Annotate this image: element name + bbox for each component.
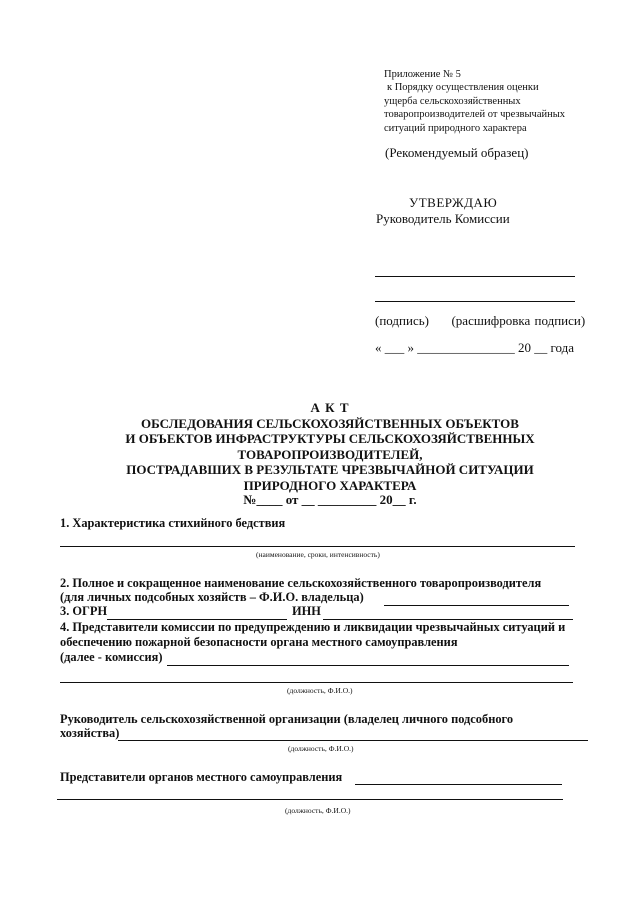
act-title	[60, 400, 600, 493]
section-1-label: 1. Характеристика стихийного бедствия	[60, 516, 286, 530]
act-number-date: №____ от __ _________ 20__ г.	[243, 492, 417, 507]
section-4-line: обеспечению пожарной безопасности органа местного самоуправления	[60, 635, 458, 649]
section-2-line: (для личных подсобных хозяйств – Ф.И.О. владельца)	[60, 590, 364, 604]
ogrn-label: 3. ОГРН	[60, 604, 108, 618]
fill-line	[118, 740, 588, 741]
head-line: хозяйства)	[60, 726, 120, 740]
fill-line	[60, 546, 575, 547]
appendix-line: товаропроизводителей от чрезвычайных	[384, 109, 566, 121]
act-title-line: ПРИРОДНОГО ХАРАКТЕРА	[243, 477, 417, 493]
signature-line	[375, 276, 575, 277]
fill-line	[355, 784, 562, 785]
section-4-line: (далее - комиссия)	[60, 650, 163, 664]
approval-subtitle: Руководитель Комиссии	[376, 211, 510, 226]
act-title-line: И ОБЪЕКТОВ ИНФРАСТРУКТУРЫ СЕЛЬСКОХОЗЯЙСТВЕННЫХ	[125, 431, 535, 446]
signature-line	[375, 301, 575, 302]
section-2-line: 2. Полное и сокращенное наименование сельскохозяйственного товаропроизводителя	[60, 576, 542, 590]
fill-line	[167, 665, 569, 666]
local-representatives-label: Представители органов местного самоуправления	[60, 770, 343, 784]
approval-date: « ___ » _______________ 20 __ года	[375, 340, 575, 355]
fill-line	[57, 799, 563, 800]
act-title-line: ТОВАРОПРОИЗВОДИТЕЛЕЙ,	[237, 446, 423, 462]
appendix-line: ущерба сельскохозяйственных	[384, 95, 521, 107]
head-line: Руководитель сельскохозяйственной организации (владелец личного подсобного	[60, 712, 514, 726]
section-1-hint: (наименование, сроки, интенсивность)	[256, 550, 380, 559]
signature-labels	[375, 313, 585, 329]
act-title-line: ПОСТРАДАВШИХ В РЕЗУЛЬТАТЕ ЧРЕЗВЫЧАЙНОЙ СИТУАЦИИ	[126, 462, 534, 477]
inn-label: ИНН	[292, 604, 321, 618]
act-title-line: ОБСЛЕДОВАНИЯ СЕЛЬСКОХОЗЯЙСТВЕННЫХ ОБЪЕКТОВ	[141, 415, 519, 431]
approval-title: УТВЕРЖДАЮ	[409, 195, 498, 210]
recommended-sample-note: (Рекомендуемый образец)	[385, 145, 529, 160]
section-4-line: 4. Представители комиссии по предупреждению и ликвидации чрезвычайных ситуаций и	[60, 620, 566, 634]
appendix-line: ситуаций природного характера	[384, 122, 527, 134]
fill-line	[384, 605, 569, 606]
head-hint: (должность, Ф.И.О.)	[288, 744, 354, 753]
local-hint: (должность, Ф.И.О.)	[285, 806, 351, 815]
transcript-label: (расшифровка подписи)	[451, 313, 586, 328]
section-4-hint: (должность, Ф.И.О.)	[287, 686, 353, 695]
appendix-line: Приложение № 5	[384, 69, 461, 80]
appendix-line: к Порядку осуществления оценки	[387, 82, 539, 94]
appendix-reference	[384, 68, 565, 135]
signature-label: (подпись)	[375, 313, 429, 328]
fill-line	[60, 682, 573, 683]
act-title-line: А К Т	[310, 400, 350, 415]
